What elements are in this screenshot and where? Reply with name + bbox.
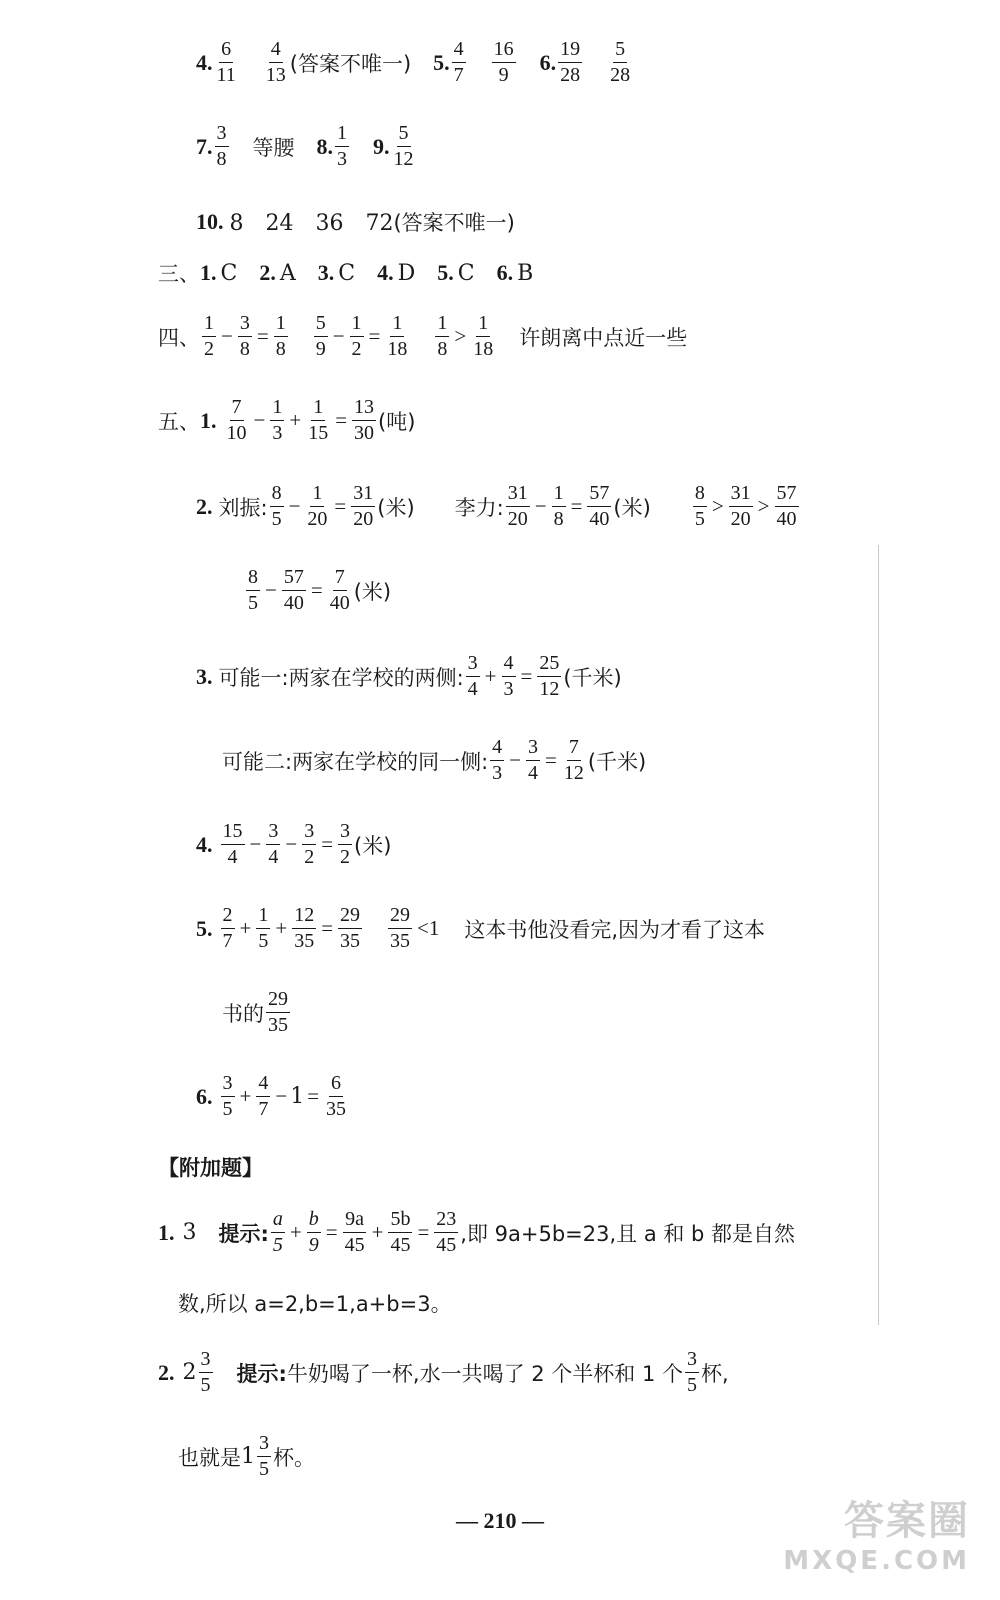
fraction: $\frac{4}{7}$ xyxy=(453,38,464,86)
item-number: 5. xyxy=(437,260,454,285)
fraction: $\frac{1}{8}$ xyxy=(437,312,448,360)
fraction: $\frac{15}{4}$ xyxy=(222,820,243,868)
section-5-q2: 2. 刘振: $\frac{8}{5}$ − $\frac{1}{20}$ = $\frac{31}{20}$ (米) 李力: $\frac{31}{20}$ − $\frac{1}{8}$ = $\frac{57}{40}$ (米) $\frac{8}{5}$ > $\frac{31}{20}$ > $\frac{57}{40}$ xyxy=(196,482,797,530)
item-number: 1. xyxy=(158,1219,175,1245)
item-number: 1. xyxy=(200,260,217,285)
fraction: $\frac{31}{20}$ xyxy=(730,482,751,530)
section-5-q3-case1: 3. 可能一:两家在学校的两侧: $\frac{3}{4}$ + $\frac{4}{3}$ = $\frac{25}{12}$ (千米) xyxy=(196,652,622,700)
fraction: $\frac{3}{4}$ xyxy=(268,820,279,868)
hint-text: 杯, xyxy=(701,1361,729,1386)
section-5-q4: 4. $\frac{15}{4}$ − $\frac{3}{4}$ − $\frac{3}{2}$ = $\frac{3}{2}$ (米) xyxy=(196,820,392,868)
hint-text: 牛奶喝了一杯,水一共喝了 2 个半杯和 1 个 xyxy=(286,1361,684,1386)
fraction: $\frac{3}{5}$ xyxy=(259,1432,269,1480)
fraction: $\frac{4}{3}$ xyxy=(503,652,514,700)
item-number: 10. xyxy=(196,208,224,234)
choice: B xyxy=(517,260,534,286)
choice: D xyxy=(397,260,416,286)
bonus-section-title xyxy=(158,1152,263,1182)
section-4-answer: 四、 $\frac{1}{2}$ − $\frac{3}{8}$ = $\frac{1}{8}$ $\frac{5}{9}$ − $\frac{1}{2}$ = $\frac{1}{18}$ $\frac{1}{8}$ > $\frac{1}{18}$ 许朗离中点近一些 xyxy=(158,312,688,360)
section-label: 五、 xyxy=(158,409,200,434)
fraction: $\frac{2}{7}$ xyxy=(222,904,233,952)
whole-number: 2 xyxy=(182,1360,197,1385)
fraction: $\frac{5b}{45}$ xyxy=(390,1208,411,1256)
bonus-q1-cont xyxy=(178,1288,452,1318)
choice: C xyxy=(457,260,475,286)
bonus-q2-cont xyxy=(178,1432,315,1481)
item-number: 6. xyxy=(196,1083,213,1109)
fraction: $\frac{57}{40}$ xyxy=(589,482,610,530)
fraction: $\frac{57}{40}$ xyxy=(283,566,304,614)
hint-text: ,即 9a+5b=23,且 a 和 b 都是自然 xyxy=(460,1221,796,1246)
fraction: $\frac{3}{2}$ xyxy=(304,820,315,868)
fraction: $\frac{3}{5}$ xyxy=(222,1072,233,1120)
fraction: $\frac{1}{18}$ xyxy=(473,312,494,360)
fraction: $\frac{3}{5}$ xyxy=(200,1348,211,1396)
answer-values: 8 24 36 72 xyxy=(229,211,394,236)
fraction: $\frac{29}{35}$ xyxy=(340,904,361,952)
bonus-q1: 1. 3 提示: $\frac{a}{5}$ + $\frac{b}{9}$ = $\frac{9a}{45}$ + $\frac{5b}{45}$ = $\frac{23}{45}$ ,即 9a+5b=23,且 a 和 b 都是自然 xyxy=(158,1208,796,1256)
answer-text: 书的 xyxy=(222,1001,264,1026)
section-label: 三、 xyxy=(158,262,200,286)
bonus-q2 xyxy=(158,1348,729,1397)
item-number: 3. xyxy=(317,260,335,285)
item-number: 2. xyxy=(259,260,276,285)
item-number: 4. xyxy=(196,831,213,857)
fraction: $\frac{25}{12}$ xyxy=(539,652,560,700)
fraction: $\frac{7}{10}$ xyxy=(226,396,247,444)
fraction: $\frac{19}{28}$ xyxy=(560,38,581,86)
watermark-logo xyxy=(783,1489,970,1576)
fraction: $\frac{a}{5}$ xyxy=(272,1208,283,1256)
section-5-q5: 5. $\frac{2}{7}$ + $\frac{1}{5}$ + $\frac{12}{35}$ = $\frac{29}{35}$ $\frac{29}{35}$ <1 这本书他没看完,因为才看了这本 xyxy=(196,904,766,952)
fraction: $\frac{1}{15}$ xyxy=(308,396,329,444)
fraction: $\frac{29}{35}$ xyxy=(390,904,411,952)
choice: C xyxy=(338,260,356,286)
item-number: 5. xyxy=(196,915,213,941)
section-5-q5-cont xyxy=(222,988,292,1037)
fraction: $\frac{3}{4}$ xyxy=(528,736,538,784)
fraction: $\frac{3}{8}$ xyxy=(239,312,250,360)
person-label: 刘振: xyxy=(218,495,268,520)
answer-line-10 xyxy=(196,206,515,237)
answer-text: 许朗离中点近一些 xyxy=(519,325,688,350)
section-title: 【附加题】 xyxy=(158,1156,263,1180)
fraction: $\frac{4}{13}$ xyxy=(265,38,286,86)
note: (答案不唯一) xyxy=(393,210,515,235)
answer-line-7-9 xyxy=(196,122,418,171)
fraction: $\frac{9a}{45}$ xyxy=(344,1208,365,1256)
section-5-q6: 6. $\frac{3}{5}$ + $\frac{4}{7}$ − 1 = $\frac{6}{35}$ xyxy=(196,1072,347,1120)
person-label: 李力: xyxy=(454,495,504,520)
fraction: $\frac{23}{45}$ xyxy=(436,1208,457,1256)
answer-text: 可能二:两家在学校的同一侧: xyxy=(222,749,489,774)
fraction: $\frac{57}{40}$ xyxy=(776,482,797,530)
unit: (吨) xyxy=(378,409,416,434)
fraction: $\frac{8}{5}$ xyxy=(271,482,282,530)
fraction: $\frac{8}{5}$ xyxy=(694,482,705,530)
fraction: $\frac{5}{12}$ xyxy=(393,122,414,170)
unit: (米) xyxy=(353,579,392,604)
fraction: $\frac{6}{11}$ xyxy=(216,38,236,86)
watermark-line2: MXQE.COM xyxy=(783,1546,970,1576)
hint-text: 也就是 xyxy=(178,1445,241,1470)
fraction: $\frac{1}{8}$ xyxy=(553,482,564,530)
unit: (米) xyxy=(377,495,415,520)
whole-number: 1 xyxy=(241,1444,255,1469)
item-number: 1. xyxy=(200,407,217,433)
page-number: — 210 — xyxy=(456,1508,544,1533)
number: 1 xyxy=(290,1084,305,1109)
fraction: $\frac{7}{12}$ xyxy=(563,736,584,784)
item-number: 7. xyxy=(196,133,213,159)
item-number: 3. xyxy=(196,663,213,689)
item-number: 2. xyxy=(158,1359,175,1385)
fraction: $\frac{4}{3}$ xyxy=(492,736,503,784)
hint-text: 数,所以 a=2,b=1,a+b=3。 xyxy=(178,1292,452,1316)
fraction: $\frac{1}{20}$ xyxy=(307,482,328,530)
section-3-answers xyxy=(158,258,533,288)
answer-text: 可能一:两家在学校的两侧: xyxy=(218,665,464,690)
fraction: $\frac{3}{4}$ xyxy=(467,652,478,700)
choice: C xyxy=(220,260,238,286)
watermark-line1: 答案圈 xyxy=(844,1498,970,1544)
unit: (米) xyxy=(354,833,392,858)
fraction: $\frac{1}{5}$ xyxy=(258,904,269,952)
fraction: $\frac{5}{28}$ xyxy=(610,38,631,86)
unit: (千米) xyxy=(563,665,622,690)
fraction: $\frac{13}{30}$ xyxy=(354,396,375,444)
fraction: $\frac{31}{20}$ xyxy=(507,482,528,530)
fraction: $\frac{16}{9}$ xyxy=(493,38,514,86)
section-label: 四、 xyxy=(158,325,200,350)
item-number: 9. xyxy=(373,133,390,159)
item-number: 6. xyxy=(496,260,514,285)
hint-label: 提示: xyxy=(236,1361,287,1386)
fraction: $\frac{3}{5}$ xyxy=(687,1348,698,1396)
answer-value: 3 xyxy=(182,1220,197,1245)
item-number: 4. xyxy=(377,260,394,285)
fraction: $\frac{7}{40}$ xyxy=(329,566,350,614)
section-5-q1: 五、 1. $\frac{7}{10}$ − $\frac{1}{3}$ + $\frac{1}{15}$ = $\frac{13}{30}$ (吨) xyxy=(158,396,416,444)
fraction: $\frac{1}{8}$ xyxy=(275,312,286,360)
unit: (千米) xyxy=(587,749,647,774)
fraction: $\frac{31}{20}$ xyxy=(353,482,374,530)
comparison: <1 xyxy=(417,916,440,940)
fraction: $\frac{3}{2}$ xyxy=(340,820,351,868)
section-5-q3-case2: 可能二:两家在学校的同一侧: $\frac{4}{3}$ − $\frac{3}{4}$ = $\frac{7}{12}$ (千米) xyxy=(222,736,647,784)
answer-line-4-6 xyxy=(196,38,634,87)
unit: (米) xyxy=(613,495,651,520)
note: (答案不唯一) xyxy=(289,51,412,76)
item-number: 4. xyxy=(196,49,213,75)
fraction: $\frac{5}{9}$ xyxy=(315,312,326,360)
answer-text: 等腰 xyxy=(252,135,295,160)
fraction: $\frac{8}{5}$ xyxy=(248,566,258,614)
fraction: $\frac{1}{2}$ xyxy=(204,312,214,360)
item-number: 5. xyxy=(433,49,450,75)
fraction: $\frac{1}{18}$ xyxy=(387,312,408,360)
item-number: 8. xyxy=(316,133,333,159)
margin-rule xyxy=(878,545,879,1325)
item-number: 6. xyxy=(539,49,557,75)
fraction: $\frac{4}{7}$ xyxy=(258,1072,269,1120)
fraction: $\frac{6}{35}$ xyxy=(326,1072,347,1120)
fraction: $\frac{3}{8}$ xyxy=(216,122,227,170)
fraction: $\frac{1}{3}$ xyxy=(272,396,283,444)
answer-text: 这本书他没看完,因为才看了这本 xyxy=(464,917,766,942)
fraction: $\frac{1}{2}$ xyxy=(351,312,362,360)
fraction: $\frac{b}{9}$ xyxy=(308,1208,319,1256)
fraction: $\frac{12}{35}$ xyxy=(294,904,315,952)
section-5-q2-cont: $\frac{8}{5}$ − $\frac{57}{40}$ = $\frac{7}{40}$ (米) xyxy=(248,566,392,614)
hint-text: 杯。 xyxy=(273,1445,315,1470)
fraction: $\frac{1}{3}$ xyxy=(337,122,347,170)
choice: A xyxy=(279,260,296,286)
fraction: $\frac{29}{35}$ xyxy=(268,988,288,1036)
hint-label: 提示: xyxy=(218,1221,269,1246)
item-number: 2. xyxy=(196,493,213,519)
